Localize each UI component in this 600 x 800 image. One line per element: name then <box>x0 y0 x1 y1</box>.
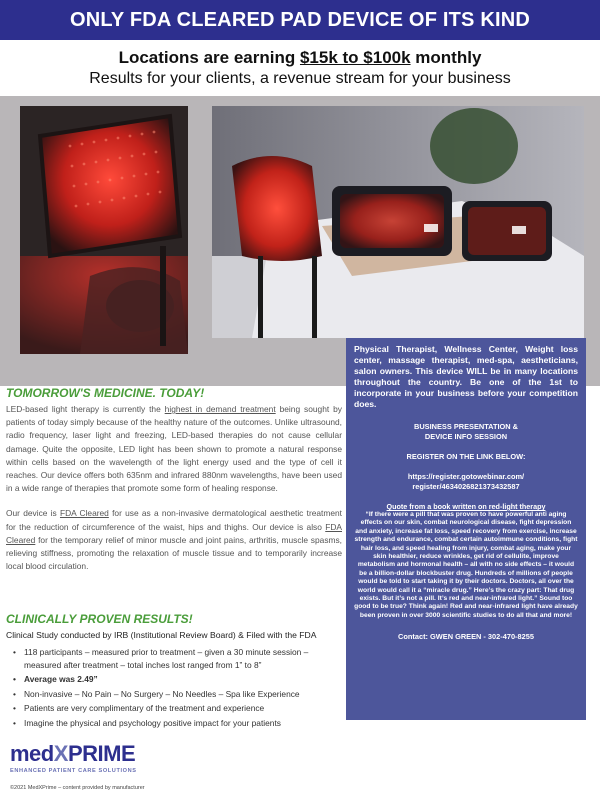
intro-paragraph-1 <box>6 403 342 495</box>
highest-demand-link: highest in demand treatment <box>164 404 276 414</box>
session-line-2: DEVICE INFO SESSION <box>424 432 508 441</box>
webinar-url-line-1[interactable]: https://register.gotowebinar.com/ <box>407 472 525 481</box>
quote-heading: Quote from a book written on red-light therapy <box>386 502 546 511</box>
list-item: • Non-invasive – No Pain – No Surgery – No Needles – Spa like Experience <box>6 688 342 701</box>
clinical-bullets <box>6 646 342 730</box>
medxprime-logo <box>10 742 150 782</box>
top-banner: ONLY FDA CLEARED PAD DEVICE OF ITS KIND <box>0 0 600 40</box>
headline-subtitle: Results for your clients, a revenue stream for your business <box>89 70 511 87</box>
red-light-pad-photo-1 <box>20 106 188 354</box>
headline <box>0 48 600 68</box>
logo-tagline: ENHANCED PATIENT CARE SOLUTIONS <box>10 768 137 774</box>
logo-med: med <box>10 741 54 766</box>
intro-p1-text-b: being sought by patients of today simply because of the healthy nature of the outcomes. Unlike ultrasound, radio frequency, laser light and freezing, LED-based therapies do not cause cellular damage. Quite the opposite, LED light has been shown to promote a natural response within cells based on the wavelength of the light energy used and the type of cell it reaches. Our device offers both 635nm and infrared 880nm wavelengths, have been used in a wide range of therapies that promote some form of healing response. <box>6 404 342 494</box>
intro-p2-text-b: for use as a non-invasive dermatological aesthetic treatment for the reduction of circumference of the waist, hips and thighs. Our device is also <box>6 508 342 532</box>
register-label: REGISTER ON THE LINK BELOW: <box>406 452 526 461</box>
list-item: • Average was 2.49” <box>6 673 342 686</box>
intro-p1-text-a: LED-based light therapy is currently the <box>6 404 165 414</box>
headline-amount: $15k to $100k <box>299 48 411 67</box>
intro-paragraph-2 <box>6 507 342 573</box>
copyright-line: ©2021 MedXPrime – content provided by manufacturer <box>10 785 145 791</box>
contact-line: Contact: GWEN GREEN - 302-470-8255 <box>398 632 534 642</box>
clinical-heading: CLINICALLY PROVEN RESULTS! <box>6 612 193 626</box>
panel-lead: Physical Therapist, Wellness Center, Weight loss center, massage therapist, med-spa, aestheticians, salon owners. This device WILL be in many locations throughout the country. Be one of the 1st to incorporate in your business before your competition does. <box>354 344 578 409</box>
book-quote: “If there were a pill that was proven to have powerful anti aging effects on our skin, combat neurological disease, fight depression and anxiety, increase fat loss, speed recovery from exercise, increase strength and endurance, combat certain autoimmune conditions, fight hair loss, and speed healing from injury, combat aging, make your skin healthier, reduce wrinkles, get rid of cellulite, improve metabolism and hormonal health – all with no side effects – it would be a billion-dollar blockbuster drug. Hundreds of millions of people would be told to start taking it by their doctors. Doctors, all over the world would call it a “miracle drug.” Here’s the crazy part: That drug exists. But it’s not a pill. It’s red and near-infrared light.” Sound too good to be true? Think again! Red and near-infrared light have already been proven in over 3000 scientific studies to do all that and more! <box>354 511 578 619</box>
webinar-link[interactable] <box>354 472 578 492</box>
logo-x: X <box>53 741 68 766</box>
session-title <box>354 422 578 442</box>
headline-post: monthly <box>410 48 482 67</box>
list-item: • 118 participants – measured prior to treatment – given a 30 minute session – measured after treatment – total inches lost ranged from 1” to 8” <box>6 646 342 671</box>
clinical-study-line: Clinical Study conducted by IRB (Institutional Review Board) & Filed with the FDA <box>6 630 317 640</box>
red-light-pad-photo-2 <box>212 106 584 338</box>
webinar-url-line-2[interactable]: register/4634026821373432587 <box>412 482 520 491</box>
list-item: • Patients are very complimentary of the treatment and experience <box>6 702 342 715</box>
logo-prime: PRIME <box>67 741 136 766</box>
list-item: • Imagine the physical and psychology positive impact for your patients <box>6 717 342 730</box>
fda-cleared-link-2: FDA Cleared <box>6 521 342 545</box>
session-line-1: BUSINESS PRESENTATION & <box>413 422 519 431</box>
intro-heading: TOMORROW'S MEDICINE. TODAY! <box>6 386 205 400</box>
clinical-section <box>6 612 342 732</box>
intro-p2-text-a: Our device is <box>6 508 60 519</box>
intro-p2-text-c: for the temporary relief of minor muscle and joint pains, arthritis, muscle spasms, relieving stiffness, promoting the relaxation of muscle tissue and to temporarily increase local blood circulation. <box>6 534 342 572</box>
intro-section <box>6 386 342 573</box>
info-panel <box>346 338 586 720</box>
headline-pre: Locations are earning <box>118 48 300 67</box>
fda-cleared-link-1: FDA Cleared <box>59 508 109 519</box>
